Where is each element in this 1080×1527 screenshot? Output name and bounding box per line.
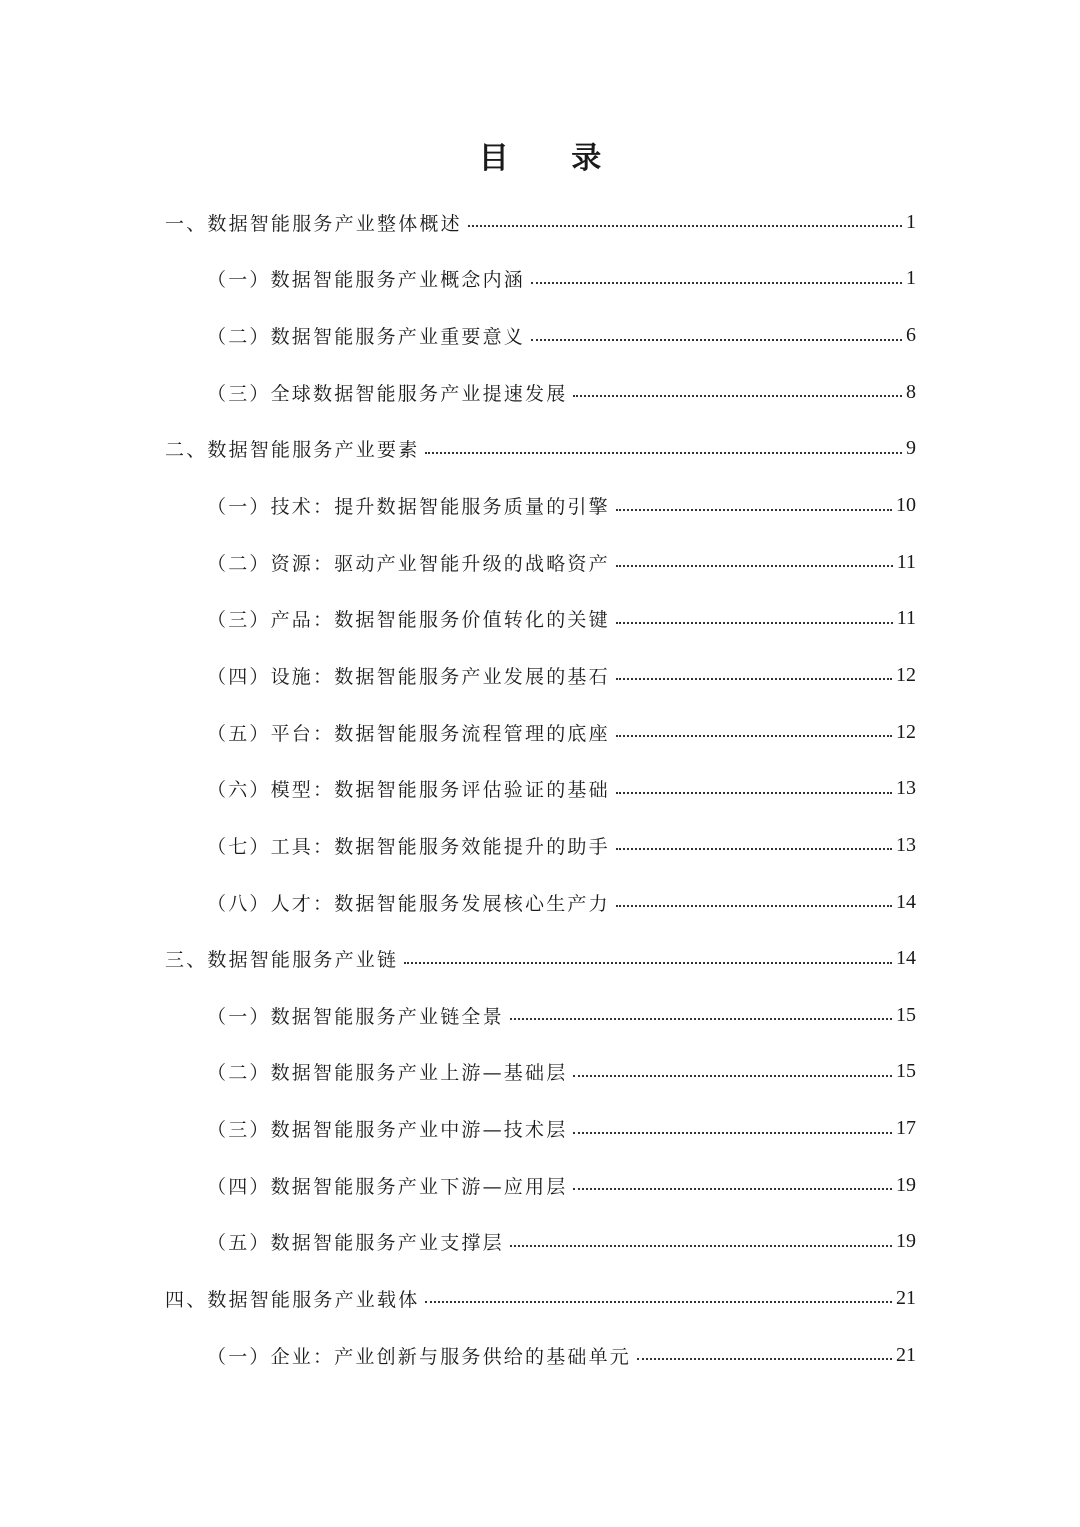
toc-entry-label: （一）数据智能服务产业概念内涵 — [207, 269, 526, 292]
toc-entry-page-number: 8 — [906, 380, 916, 403]
toc-entry-subsection-2-4[interactable] — [0, 647, 1080, 704]
toc-entry-page-number: 19 — [896, 1230, 916, 1253]
toc-entry-subsection-4-1[interactable] — [0, 1327, 1080, 1384]
toc-entry-subsection-2-2[interactable] — [0, 534, 1080, 591]
toc-entry-subsection-3-2[interactable] — [0, 1044, 1080, 1101]
toc-entry-page-number: 13 — [896, 833, 916, 856]
toc-entry-label: （四）数据智能服务产业下游—应用层 — [207, 1175, 568, 1198]
toc-entry-label: （八）人才：数据智能服务发展核心生产力 — [207, 892, 610, 915]
dot-leader — [531, 339, 902, 341]
dot-leader — [616, 509, 892, 511]
toc-entry-section-3[interactable] — [0, 930, 1080, 987]
toc-entry-label: （五）平台：数据智能服务流程管理的底座 — [207, 722, 610, 745]
toc-entry-subsection-3-1[interactable] — [0, 987, 1080, 1044]
toc-entry-page-number: 19 — [896, 1173, 916, 1196]
toc-entry-label: 三、数据智能服务产业链 — [165, 949, 399, 972]
toc-entry-label: （二）数据智能服务产业上游—基础层 — [207, 1062, 568, 1085]
toc-entry-page-number: 12 — [896, 663, 916, 686]
toc-entry-subsection-3-3[interactable] — [0, 1100, 1080, 1157]
toc-entry-subsection-3-5[interactable] — [0, 1214, 1080, 1271]
toc-entry-page-number: 1 — [906, 210, 916, 233]
toc-entry-label: 四、数据智能服务产业载体 — [165, 1288, 420, 1311]
toc-entry-page-number: 9 — [906, 437, 916, 460]
dot-leader — [616, 848, 892, 850]
dot-leader — [637, 1358, 892, 1360]
toc-entry-label: （七）工具：数据智能服务效能提升的助手 — [207, 835, 610, 858]
dot-leader — [616, 735, 892, 737]
toc-entry-page-number: 11 — [896, 607, 916, 630]
toc-entry-label: （六）模型：数据智能服务评估验证的基础 — [207, 779, 610, 802]
toc-entry-subsection-1-1[interactable] — [0, 251, 1080, 308]
toc-entry-page-number: 12 — [896, 720, 916, 743]
dot-leader — [468, 225, 902, 227]
toc-entry-label: 二、数据智能服务产业要素 — [165, 439, 420, 462]
toc-entry-label: （一）数据智能服务产业链全景 — [207, 1005, 504, 1028]
dot-leader — [616, 905, 892, 907]
toc-entry-label: （三）产品：数据智能服务价值转化的关键 — [207, 609, 610, 632]
dot-leader — [573, 1075, 892, 1077]
toc-entry-label: （一）技术：提升数据智能服务质量的引擎 — [207, 496, 610, 519]
toc-entry-section-2[interactable] — [0, 421, 1080, 478]
dot-leader — [616, 792, 892, 794]
dot-leader — [531, 282, 902, 284]
toc-entry-label: 一、数据智能服务产业整体概述 — [165, 212, 462, 235]
dot-leader — [425, 1301, 892, 1303]
toc-entry-subsection-2-8[interactable] — [0, 874, 1080, 931]
toc-entry-page-number: 15 — [896, 1003, 916, 1026]
toc-entry-subsection-2-1[interactable] — [0, 477, 1080, 534]
toc-entry-page-number: 15 — [896, 1060, 916, 1083]
toc-entry-label: （三）全球数据智能服务产业提速发展 — [207, 382, 568, 405]
toc-entry-subsection-2-3[interactable] — [0, 590, 1080, 647]
toc-entry-page-number: 13 — [896, 777, 916, 800]
dot-leader — [510, 1245, 892, 1247]
dot-leader — [404, 962, 892, 964]
toc-entry-subsection-2-5[interactable] — [0, 704, 1080, 761]
toc-entry-page-number: 14 — [896, 947, 916, 970]
toc-entry-label: （二）资源：驱动产业智能升级的战略资产 — [207, 552, 610, 575]
dot-leader — [510, 1018, 892, 1020]
dot-leader — [616, 565, 893, 567]
dot-leader — [573, 1188, 892, 1190]
toc-entry-label: （二）数据智能服务产业重要意义 — [207, 326, 526, 349]
toc-entry-page-number: 21 — [896, 1286, 916, 1309]
toc-title: 目 录 — [478, 141, 628, 176]
toc-entry-section-1[interactable] — [0, 194, 1080, 251]
dot-leader — [573, 1132, 892, 1134]
toc-entry-label: （一）企业：产业创新与服务供给的基础单元 — [207, 1345, 632, 1368]
toc-entry-subsection-1-2[interactable] — [0, 307, 1080, 364]
toc-entry-section-4[interactable] — [0, 1270, 1080, 1327]
toc-entry-page-number: 11 — [896, 550, 916, 573]
toc-entry-page-number: 10 — [896, 494, 916, 517]
toc-entry-subsection-2-7[interactable] — [0, 817, 1080, 874]
toc-entry-page-number: 14 — [896, 890, 916, 913]
dot-leader — [425, 452, 902, 454]
toc-entry-subsection-1-3[interactable] — [0, 364, 1080, 421]
toc-entry-label: （五）数据智能服务产业支撑层 — [207, 1232, 504, 1255]
toc-entry-subsection-3-4[interactable] — [0, 1157, 1080, 1214]
toc-list — [0, 194, 1080, 1383]
toc-entry-page-number: 17 — [896, 1117, 916, 1140]
toc-entry-label: （四）设施：数据智能服务产业发展的基石 — [207, 665, 610, 688]
dot-leader — [616, 678, 892, 680]
toc-entry-label: （三）数据智能服务产业中游—技术层 — [207, 1119, 568, 1142]
dot-leader — [573, 395, 902, 397]
dot-leader — [616, 622, 893, 624]
toc-entry-subsection-2-6[interactable] — [0, 760, 1080, 817]
toc-entry-page-number: 21 — [896, 1343, 916, 1366]
toc-entry-page-number: 1 — [906, 267, 916, 290]
toc-entry-page-number: 6 — [906, 324, 916, 347]
